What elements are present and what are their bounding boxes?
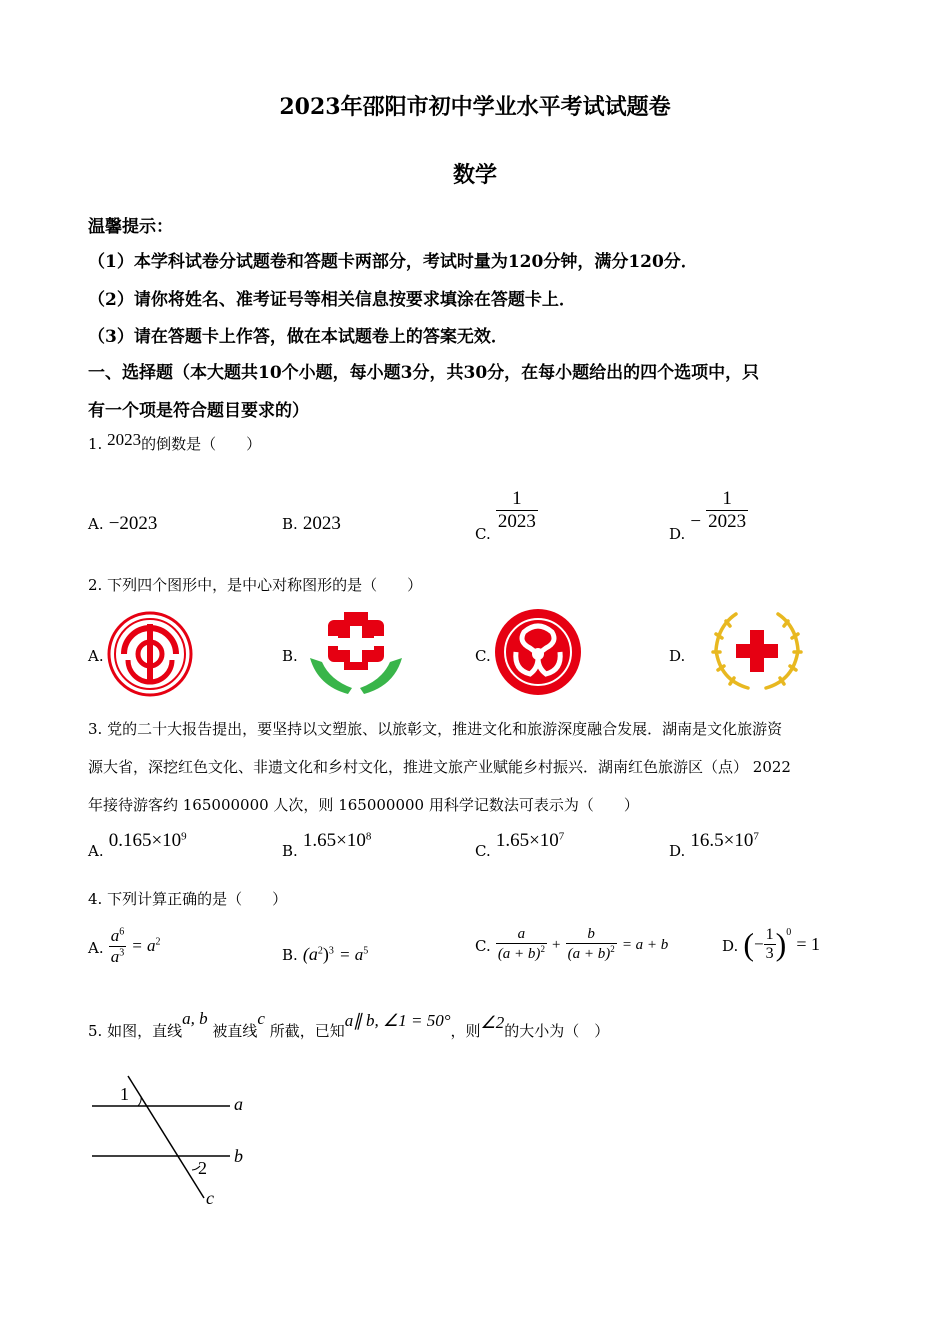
notice-item-2: （2）请你将姓名、准考证号等相关信息按要求填涂在答题卡上．: [88, 290, 576, 310]
notice-heading: 温馨提示：: [88, 217, 173, 237]
parallel-lines-figure: [86, 1074, 256, 1208]
question-1: [88, 430, 262, 454]
medical-cross-hands-icon[interactable]: [308, 608, 404, 698]
q4-option-c[interactable]: C. $\frac{a}{(a + b)^2}$ + $\frac{b}{(a + b)^2}$ = a + b: [475, 926, 669, 962]
q1-option-a[interactable]: A. −2023: [88, 513, 158, 534]
q2-option-b-label[interactable]: B.: [282, 647, 298, 665]
q2-option-a-label[interactable]: A.: [88, 647, 104, 665]
q2-option-c-label[interactable]: C.: [475, 647, 491, 665]
q1-option-c[interactable]: C. $\frac{1}{2023}$: [475, 488, 536, 543]
q1-text: 的倒数是（ ）: [141, 435, 262, 453]
q3-option-a[interactable]: A. $0.165\times 10^9$: [88, 830, 187, 860]
notice-item-1: （1）本学科试卷分试题卷和答题卡两部分，考试时量为120分钟，满分120分．: [88, 252, 698, 272]
q3-option-b[interactable]: B. $1.65\times 10^8$: [282, 830, 372, 860]
question-number: 1.: [88, 435, 103, 453]
q3-option-d[interactable]: D. $16.5\times 10^7$: [669, 830, 759, 860]
q1-option-a-value: −2023: [108, 513, 158, 534]
exam-title: 2023年邵阳市初中学业水平考试试题卷: [279, 94, 671, 120]
question-4: 4. 下列计算正确的是（ ）: [88, 890, 288, 908]
q2-option-d-label[interactable]: D.: [669, 647, 686, 665]
angle-2-label: 2: [198, 1158, 207, 1178]
subject-title: 数学: [452, 162, 497, 188]
section-heading-line2: 有一个项是符合题目要求的）: [88, 401, 309, 421]
q3-option-c[interactable]: C. $1.65\times 10^7$: [475, 830, 565, 860]
q1-option-b[interactable]: B. 2023: [282, 513, 341, 534]
question-5: 5. 如图，直线a, b 被直线c 所截，已知a∥ b, ∠1 = 50°，则∠2的大小为（ ）: [88, 1009, 610, 1040]
q4-option-a[interactable]: A. $\frac{a^6}{a^3}$ = $a^2$: [88, 926, 161, 966]
line-c: [128, 1076, 204, 1198]
q1-option-d[interactable]: D. − $\frac{1}{2023}$: [669, 488, 747, 543]
q1-option-b-value: 2023: [302, 513, 341, 534]
line-a-label: a: [234, 1094, 243, 1114]
question-3-line1: 3. 党的二十大报告提出，要坚持以文塑旅、以旅彰文，推进文化和旅游深度融合发展．湖南是文化旅游资: [88, 720, 783, 738]
angle-1-label: 1: [120, 1084, 129, 1104]
line-c-label: c: [206, 1188, 214, 1208]
q4-option-b[interactable]: B. $(a^2)^3 = a^5$: [282, 944, 369, 964]
notice-item-3: （3）请在答题卡上作答，做在本试题卷上的答案无效．: [88, 327, 508, 347]
q1-expr: 2023: [107, 430, 142, 449]
womens-federation-emblem-icon[interactable]: [494, 608, 582, 696]
q1-option-d-fraction: $\frac{1}{2023}$: [708, 488, 747, 532]
q1-option-c-fraction: $\frac{1}{2023}$: [497, 488, 536, 532]
question-3-line2: 源大省，深挖红色文化、非遗文化和乡村文化，推进文旅产业赋能乡村振兴．湖南红色旅游区（点） 2022: [88, 758, 791, 776]
section-heading-line1: 一、选择题（本大题共10个小题，每小题3分，共30分，在每小题给出的四个选项中，只: [88, 363, 760, 383]
line-b-label: b: [234, 1146, 243, 1166]
question-3-line3: 年接待游客约 165000000 人次，则 165000000 用科学记数法可表示为（ ）: [88, 796, 639, 814]
question-2: 2. 下列四个图形中，是中心对称图形的是（ ）: [88, 576, 423, 594]
workers-union-emblem-icon[interactable]: [106, 610, 194, 698]
q4-option-d[interactable]: D. (− $\frac{1}{3}$ )$^0$ = 1: [722, 926, 821, 962]
red-cross-wreath-icon[interactable]: [712, 608, 802, 692]
